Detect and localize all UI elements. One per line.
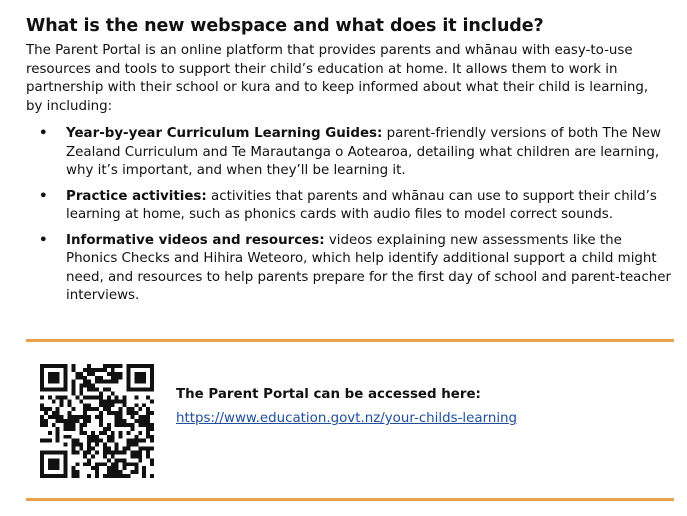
intro-paragraph: The Parent Portal is an online platform that provides parents and whānau with easy-to-use resources and tools to support their child’s education at home. It allows them to work in partnership with their school or kura and to keep informed about what their child is learning, by including: bbox=[26, 43, 649, 114]
list-item bbox=[26, 188, 672, 225]
qr-code-icon bbox=[40, 364, 154, 478]
list-item-text: videos explaining new assessments like the Phonics Checks and Hihira Weteoro, which help identify additional support a child might need, and resources to help parents prepare for the first day of school and parent-teacher interviews. bbox=[66, 232, 671, 303]
bottom-divider bbox=[26, 498, 674, 501]
bullet-marker: • bbox=[39, 232, 48, 248]
access-label: The Parent Portal can be accessed here: bbox=[176, 387, 481, 402]
parent-portal-link[interactable]: https://www.education.govt.nz/your-childs-learning bbox=[176, 411, 518, 426]
bullet-marker: • bbox=[39, 188, 48, 204]
feature-list bbox=[26, 125, 672, 306]
bullet-marker: • bbox=[39, 126, 48, 141]
list-item bbox=[26, 125, 672, 181]
document-body bbox=[26, 14, 678, 313]
list-item-term: Year-by-year Curriculum Learning Guides: bbox=[66, 126, 383, 141]
list-item bbox=[26, 232, 672, 306]
list-item-term: Practice activities: bbox=[66, 188, 207, 204]
page-title: What is the new webspace and what does it include? bbox=[26, 16, 544, 36]
top-divider bbox=[26, 339, 674, 342]
list-item-text: activities that parents and whānau can use to support their child’s learning at home, such as phonics cards with audio files to model correct sounds. bbox=[66, 188, 657, 222]
list-item-text: parent-friendly versions of both The New Zealand Curriculum and Te Marautanga o Aotearoa, detailing what children are learning, why it’s important, and when they’ll be learning it. bbox=[66, 126, 661, 178]
list-item-term: Informative videos and resources: bbox=[66, 232, 325, 248]
